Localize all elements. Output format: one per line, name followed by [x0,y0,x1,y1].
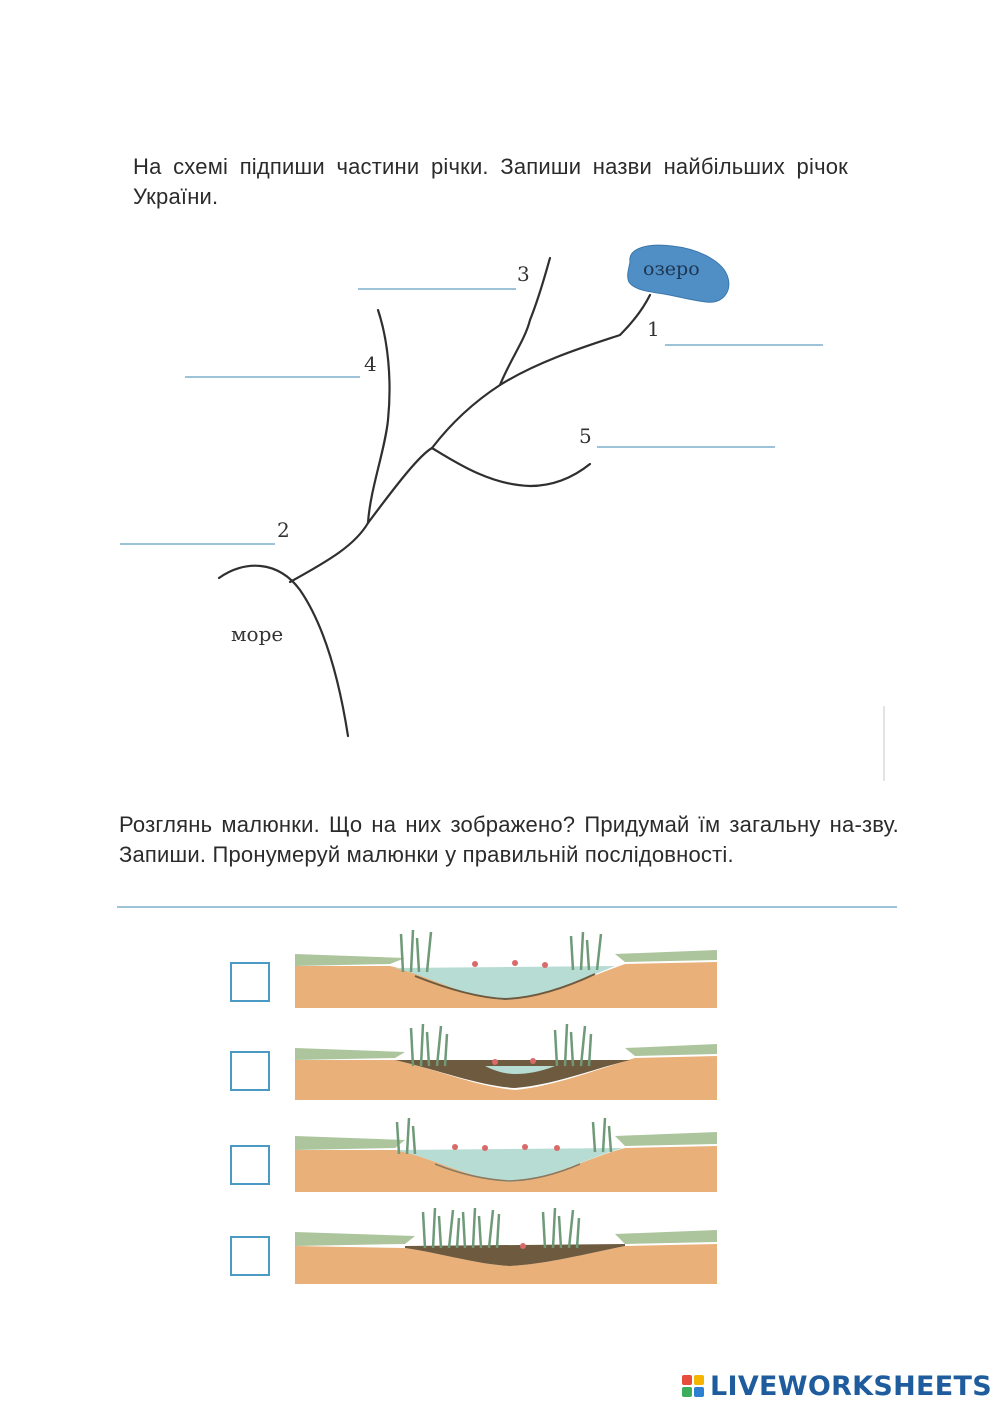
marker-3: 3 [517,262,530,286]
answer-line-title[interactable] [117,906,897,908]
marker-1: 1 [647,317,660,341]
marker-5: 5 [579,424,592,448]
main-river-channel [290,295,650,582]
scan-artifact [883,706,885,781]
sea-label: море [231,622,284,646]
task1-instruction: На схемі підпиши частини річки. Запиши назви найбільших річок України. [133,154,848,209]
logo-text: LIVEWORKSHEETS [709,1370,992,1402]
order-box-4[interactable] [230,1236,270,1276]
answer-line-4[interactable] [185,376,360,378]
lake-stage-image-4 [295,1204,717,1288]
lake-stage-image-2 [295,1020,717,1104]
task2-instruction: Розглянь малюнки. Що на них зображено? Придумай їм загальну на-зву. Запиши. Пронумеруй малюнки у правильній послідовності. [119,812,899,867]
order-box-3[interactable] [230,1145,270,1185]
answer-line-1[interactable] [665,344,823,346]
lake-stage-image-1 [295,928,717,1012]
tributary-4 [368,310,390,523]
liveworksheets-logo [682,1371,992,1401]
lake-stage-image-3 [295,1112,717,1196]
answer-line-2[interactable] [120,543,275,545]
sea-coastline [219,566,348,736]
logo-icon [682,1375,704,1397]
marker-4: 4 [364,352,377,376]
order-box-2[interactable] [230,1051,270,1091]
tributary-5 [432,448,590,486]
answer-line-3[interactable] [358,288,516,290]
order-box-1[interactable] [230,962,270,1002]
marker-2: 2 [277,518,290,542]
lake-label: озеро [643,258,700,280]
answer-line-5[interactable] [597,446,775,448]
